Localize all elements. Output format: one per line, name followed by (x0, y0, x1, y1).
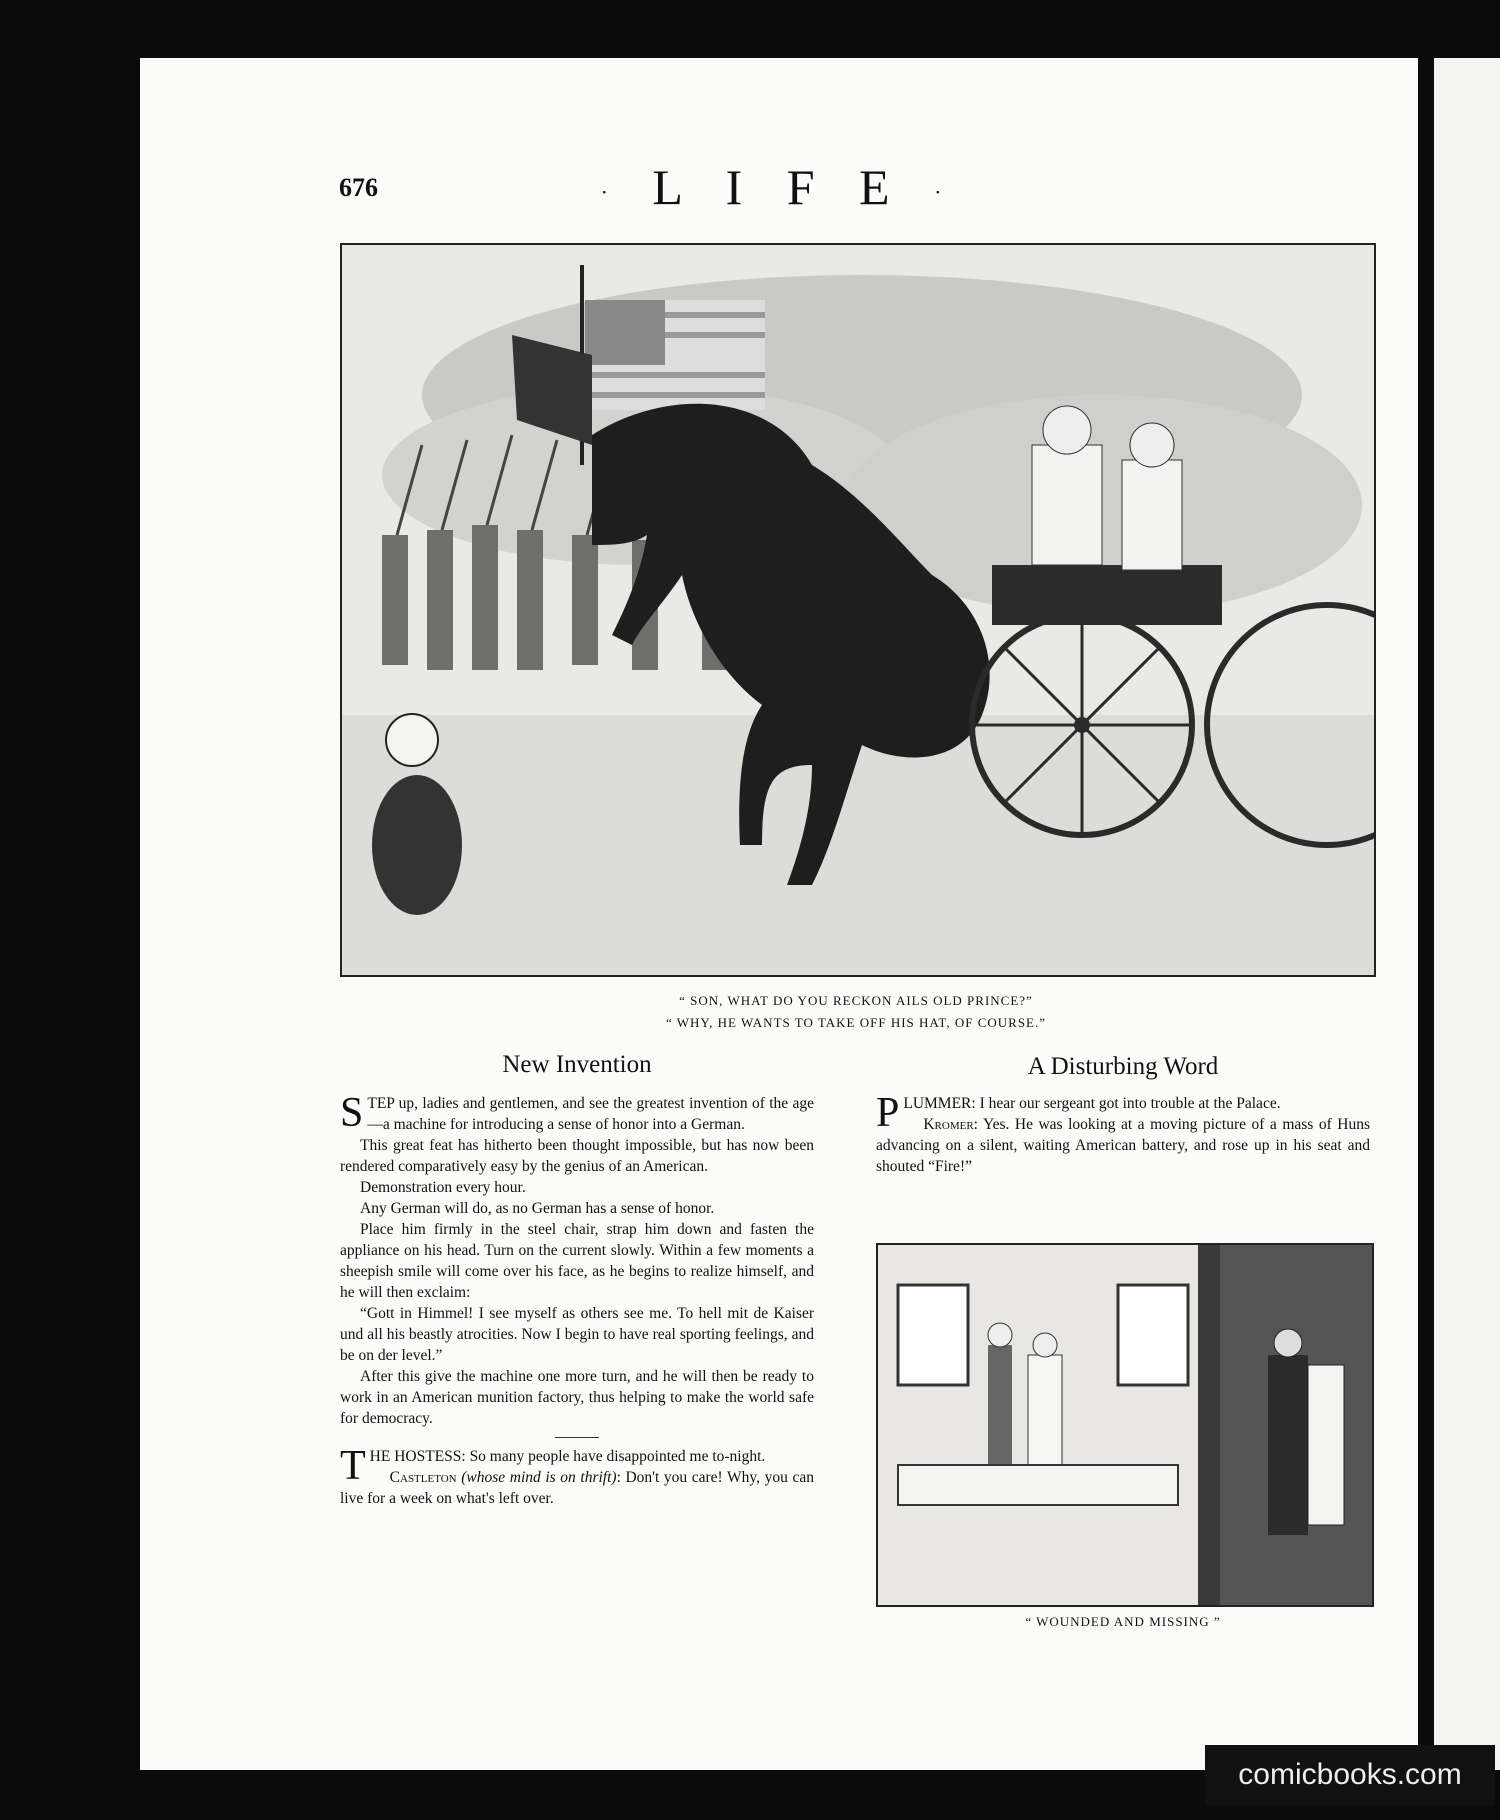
magazine-page (140, 58, 1418, 1770)
cartoon-caption-line-2: “ WHY, HE WANTS TO TAKE OFF HIS HAT, OF COURSE.” (665, 1015, 1047, 1030)
disturbing-word-title: A Disturbing Word (1027, 1053, 1219, 1080)
drop-cap: T (340, 1443, 366, 1489)
article-paragraph: Place him firmly in the steel chair, strap him down and fasten the appliance on his head. Turn on the current slowly. Within a few moments a sheepish smile will come over his face, as he begins to realize himself, and he will then exclaim: (340, 1221, 814, 1301)
cartoon-illustration (340, 243, 1376, 977)
article-paragraph: Any German will do, as no German has a sense of honor. (360, 1200, 715, 1217)
new-invention-title: New Invention (502, 1051, 652, 1078)
site-watermark: comicbooks.com (1205, 1745, 1495, 1805)
masthead-dot-left: · (600, 179, 624, 205)
kromer-dialogue: Kromer: Yes. He was looking at a moving picture of a mass of Huns advancing on a silent, waiting American battery, and rose up in his seat and shouted “Fire!” (876, 1116, 1370, 1175)
hostess-dialogue: THE HOSTESS: So many people have disappointed me to-night. (340, 1443, 766, 1489)
masthead-dot-right: · (934, 179, 958, 205)
hospital-caption: “ WOUNDED AND MISSING ” (1025, 1614, 1221, 1629)
article-paragraph: Demonstration every hour. (360, 1179, 526, 1196)
article-paragraph: This great feat has hitherto been thought impossible, but has now been rendered comparatively easy by the genius of an American. (340, 1137, 814, 1175)
article-paragraph: STEP up, ladies and gentlemen, and see the greatest invention of the age—a machine for introducing a sense of honor into a German. (340, 1090, 814, 1136)
article-paragraph: “Gott in Himmel! I see myself as others see me. To hell mit de Kaiser und all his beastly atrocities. Now I begin to have real sporting feelings, and be on der level.” (340, 1305, 814, 1364)
page-number: 676 (339, 173, 378, 202)
plummer-dialogue: PLUMMER: I hear our sergeant got into trouble at the Palace. (876, 1090, 1281, 1136)
masthead-title: L I F E (652, 159, 906, 215)
disturbing-word-article (876, 1090, 1370, 1177)
masthead (140, 158, 1418, 216)
new-invention-article (340, 1090, 814, 1509)
drop-cap: P (876, 1090, 900, 1136)
cartoon-caption-line-1: “ SON, WHAT DO YOU RECKON AILS OLD PRINCE?” (679, 993, 1033, 1008)
section-divider (555, 1437, 599, 1438)
adjacent-page-edge (1434, 58, 1500, 1770)
drop-cap: S (340, 1090, 364, 1136)
cartoon-caption (340, 990, 1372, 1034)
article-paragraph: After this give the machine one more turn, and he will then be ready to work in an American munition factory, thus helping to make the world safe for democracy. (340, 1368, 814, 1427)
castleton-dialogue: Castleton (whose mind is on thrift): Don't you care! Why, you can live for a week on what's left over. (340, 1469, 814, 1507)
hospital-illustration (876, 1243, 1374, 1607)
